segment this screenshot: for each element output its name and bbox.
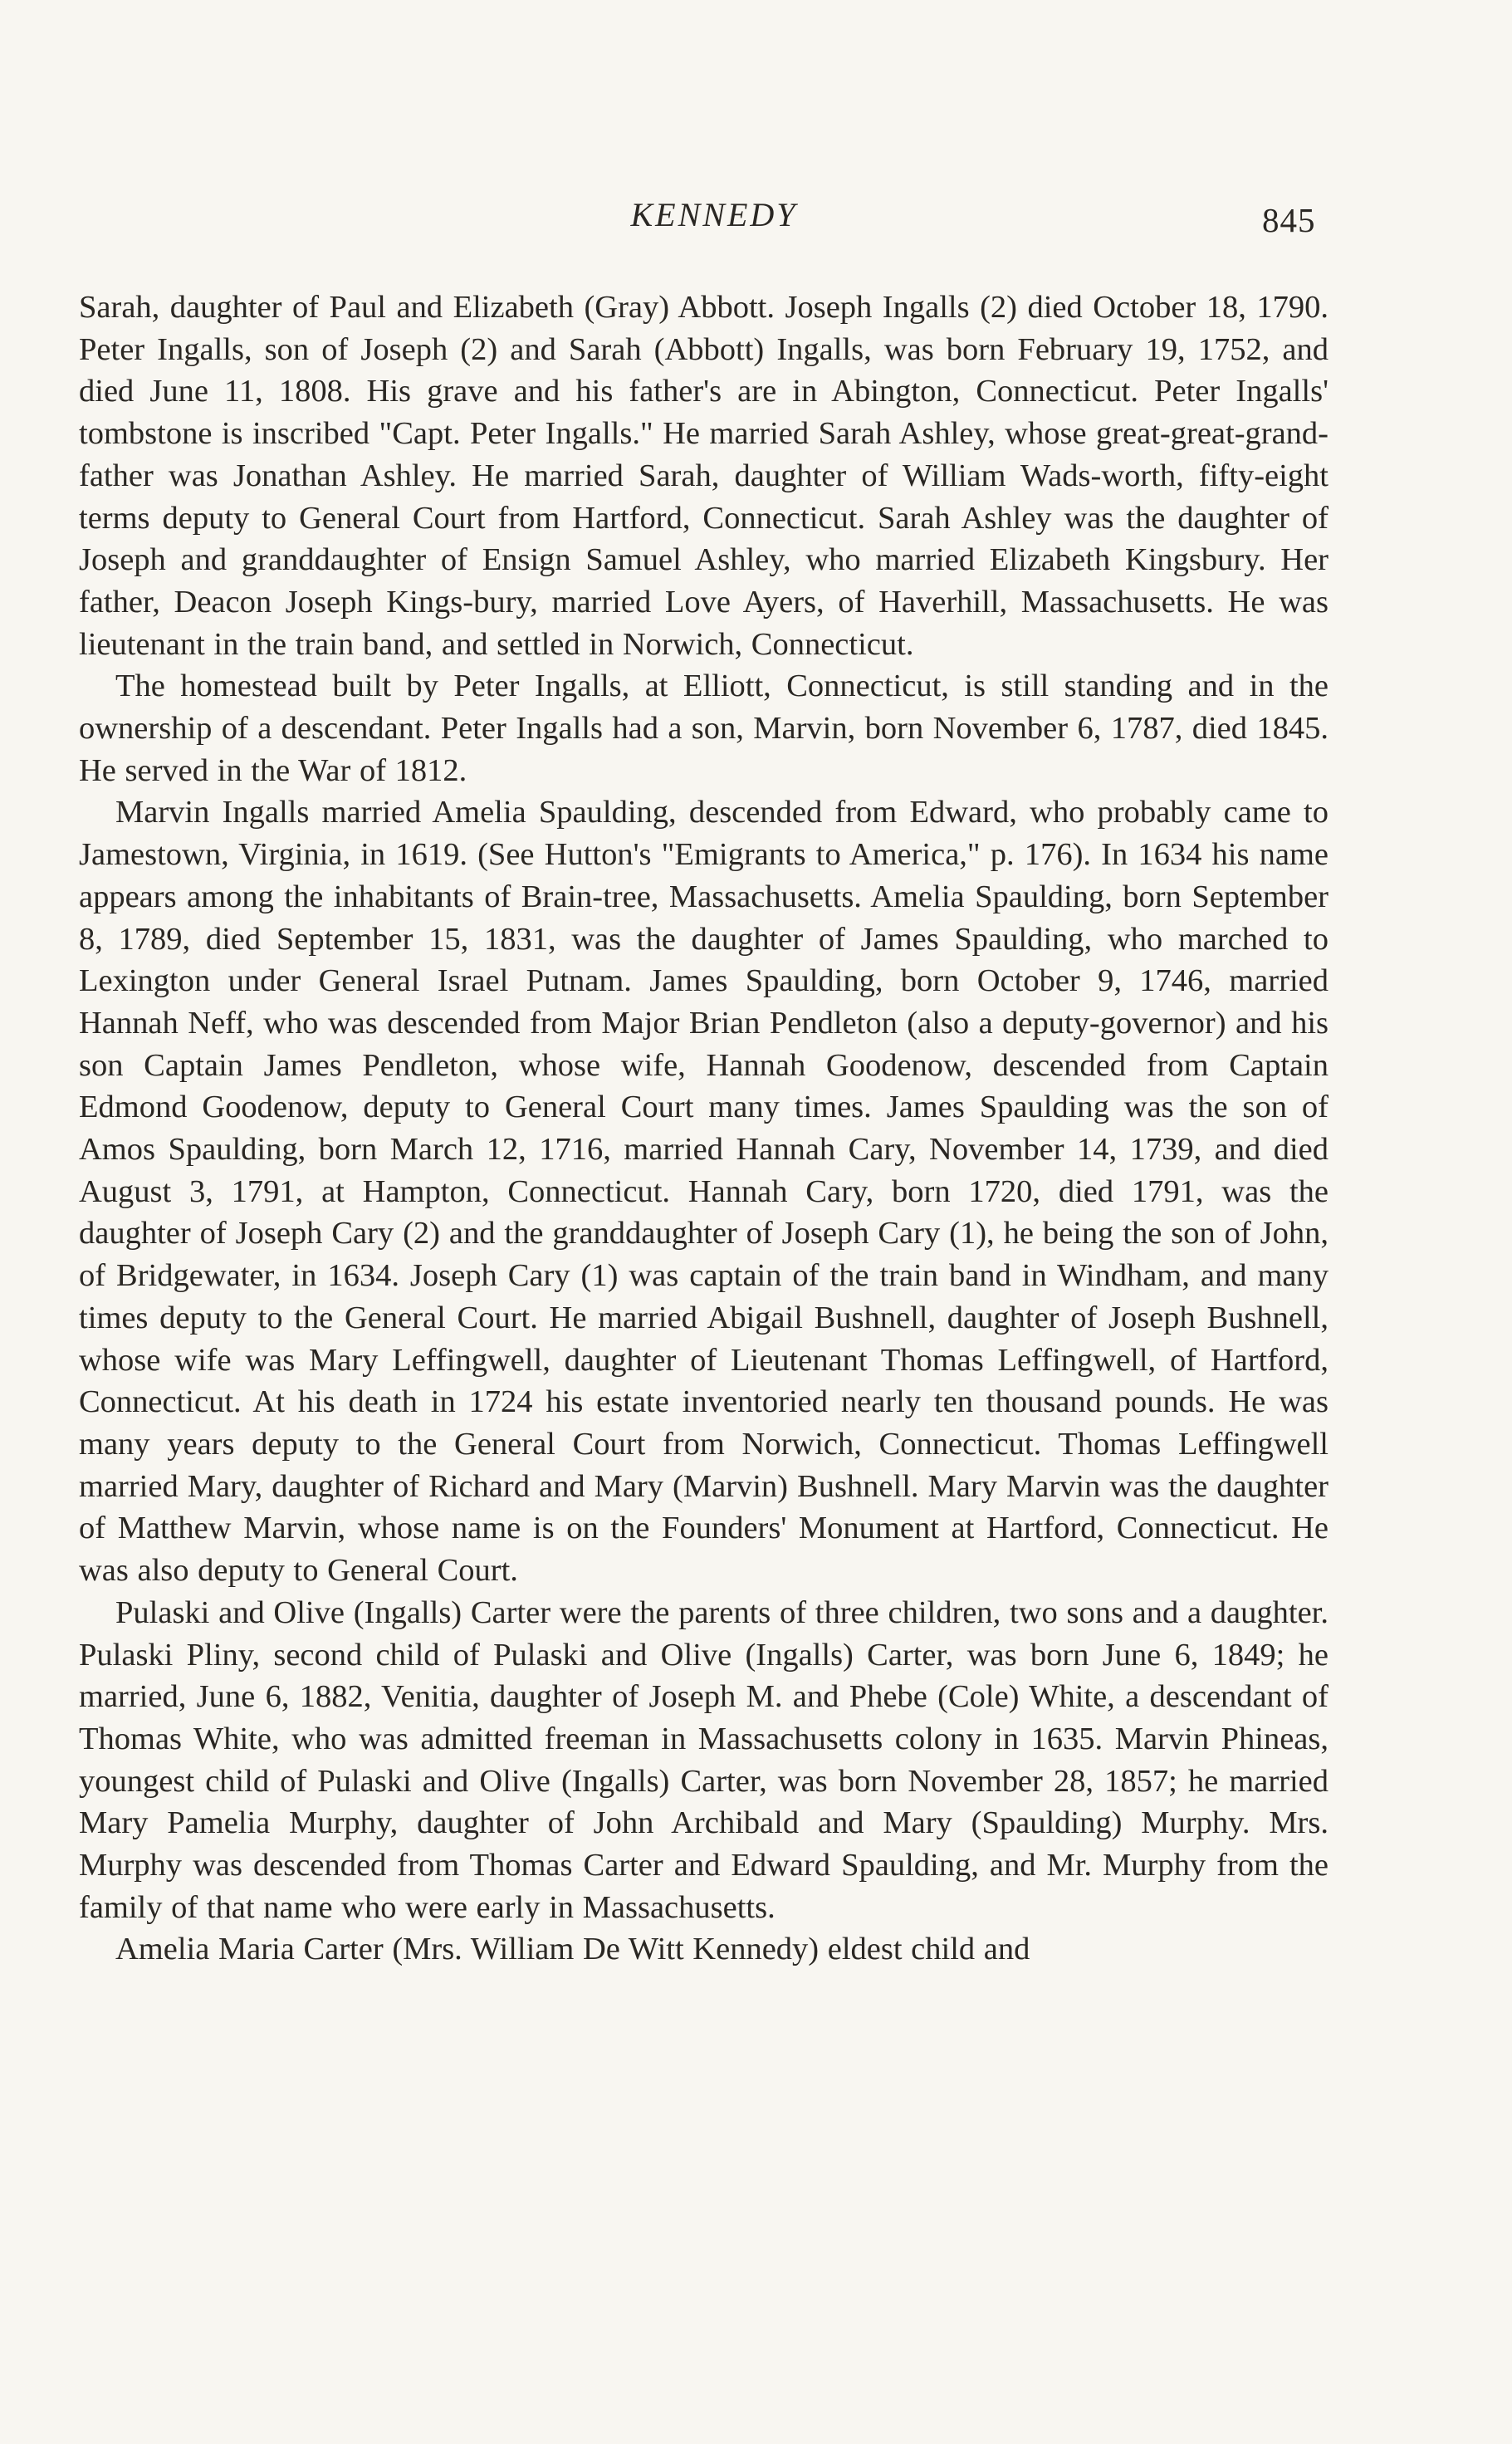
paragraph-2: The homestead built by Peter Ingalls, at Elliott, Connecticut, is still standing and in the ownership of a descendant. Peter Ingalls had a son, Marvin, born November 6, 1787, died 1845. He served in the War of 1812. <box>79 669 1329 788</box>
paragraph-4: Pulaski and Olive (Ingalls) Carter were the parents of three children, two sons and a daughter. Pulaski Pliny, second child of Pulaski and Olive (Ingalls) Carter, was born June 6, 1849; he married, June 6, 1882, Venitia, daughter of Joseph M. and Phebe (Cole) White, a descendant of Thomas White, who was admitted freeman in Massachusetts colony in 1635. Marvin Phineas, youngest child of Pulaski and Olive (Ingalls) Carter, was born November 28, 1857; he married Mary Pamelia Murphy, daughter of John Archibald and Mary (Spaulding) Murphy. Mrs. Murphy was descended from Thomas Carter and Edward Spaulding, and Mr. Murphy from the family of that name who were early in Massachusetts. <box>79 1594 1329 1925</box>
paragraph-1: Sarah, daughter of Paul and Elizabeth (Gray) Abbott. Joseph Ingalls (2) died October 18, 1790. Peter Ingalls, son of Joseph (2) and Sarah (Abbott) Ingalls, was born February 19, 1752, and died June 11, 1808. His grave and his father's are in Abington, Connecticut. Peter Ingalls' tombstone is inscribed "Capt. Peter Ingalls." He married Sarah Ashley, whose great-great-grand-father was Jonathan Ashley. He married Sarah, daughter of William Wads-worth, fifty-eight terms deputy to General Court from Hartford, Connecticut. Sarah Ashley was the daughter of Joseph and granddaughter of Ensign Samuel Ashley, who married Elizabeth Kingsbury. Her father, Deacon Joseph Kings-bury, married Love Ayers, of Haverhill, Massachusetts. He was lieutenant in the train band, and settled in Norwich, Connecticut. <box>79 290 1329 662</box>
body-text <box>79 287 1329 1971</box>
paragraph-5: Amelia Maria Carter (Mrs. William De Witt Kennedy) eldest child and <box>115 1932 1030 1967</box>
running-head <box>0 195 1512 245</box>
paragraph-3: Marvin Ingalls married Amelia Spaulding, descended from Edward, who probably came to Jamestown, Virginia, in 1619. (See Hutton's "Emigrants to America," p. 176). In 1634 his name appears among the inhabitants of Brain-tree, Massachusetts. Amelia Spaulding, born September 8, 1789, died September 15, 1831, was the daughter of James Spaulding, who marched to Lexington under General Israel Putnam. James Spaulding, born October 9, 1746, married Hannah Neff, who was descended from Major Brian Pendleton (also a deputy-governor) and his son Captain James Pendleton, whose wife, Hannah Goodenow, descended from Captain Edmond Goodenow, deputy to General Court many times. James Spaulding was the son of Amos Spaulding, born March 12, 1716, married Hannah Cary, November 14, 1739, and died August 3, 1791, at Hampton, Connecticut. Hannah Cary, born 1720, died 1791, was the daughter of Joseph Cary (2) and the granddaughter of Joseph Cary (1), he being the son of John, of Bridgewater, in 1634. Joseph Cary (1) was captain of the train band in Windham, and many times deputy to the General Court. He married Abigail Bushnell, daughter of Joseph Bushnell, whose wife was Mary Leffingwell, daughter of Lieutenant Thomas Leffingwell, of Hartford, Connecticut. At his death in 1724 his estate inventoried nearly ten thousand pounds. He was many years deputy to the General Court from Norwich, Connecticut. Thomas Leffingwell married Mary, daughter of Richard and Mary (Marvin) Bushnell. Mary Marvin was the daughter of Matthew Marvin, whose name is on the Founders' Monument at Hartford, Connecticut. He was also deputy to General Court. <box>79 795 1329 1589</box>
page-number: 845 <box>1262 201 1316 239</box>
running-title: KENNEDY <box>630 196 798 233</box>
